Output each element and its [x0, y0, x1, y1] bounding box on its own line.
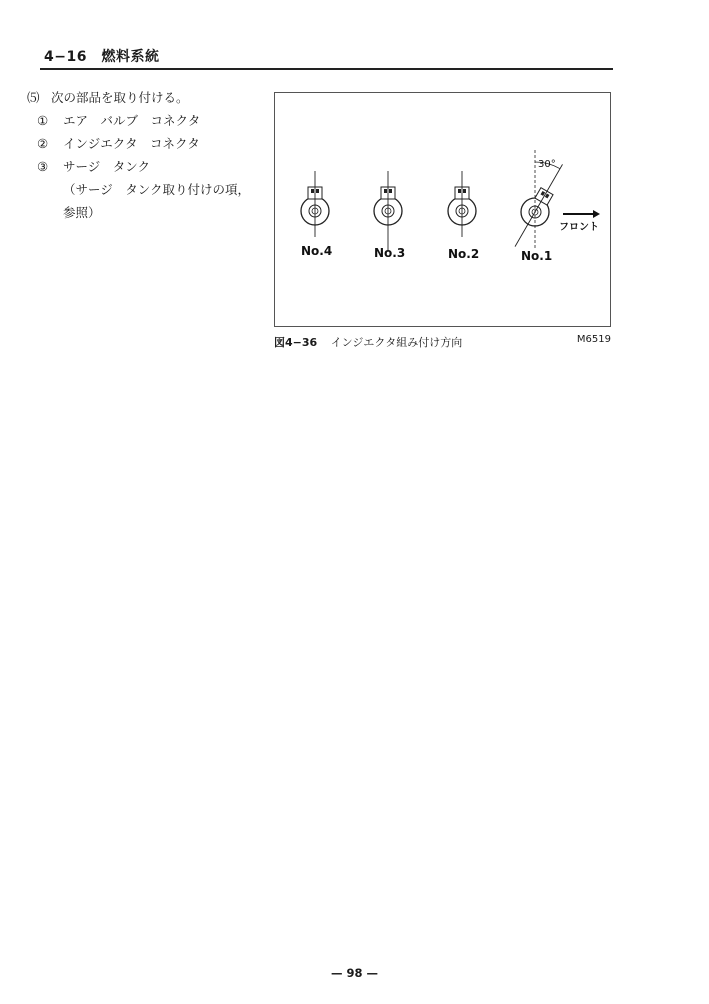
- sub-step-2: [27, 132, 267, 155]
- figure-code: M6519: [576, 334, 611, 345]
- figure-title: インジエクタ組み付け方向: [330, 336, 463, 349]
- sub-step-number: ③: [37, 159, 49, 174]
- step-text: 次の部品を取り付ける。: [51, 90, 189, 105]
- sub-step-text: エア バルブ コネクタ: [63, 113, 201, 128]
- injector-no4: [301, 171, 329, 237]
- front-arrow-icon: [563, 210, 600, 218]
- sub-step-number: ①: [37, 113, 49, 128]
- injector-label-no2: No.2: [448, 247, 480, 261]
- injector-label-no3: No.3: [374, 246, 406, 260]
- reference-note: （サージ タンク取り付けの項，: [63, 182, 251, 197]
- page-number: — 98 —: [330, 966, 378, 980]
- injector-no3: [374, 171, 402, 251]
- figure-caption: [274, 334, 611, 350]
- injector-label-no4: No.4: [301, 244, 333, 258]
- step-number: ⑸: [27, 90, 40, 105]
- section-title: 4−16 燃料系統: [44, 49, 160, 65]
- injector-no2: [448, 171, 476, 237]
- reference-note-cont: 参照）: [63, 205, 101, 220]
- figure-number: 図4−36: [274, 336, 318, 349]
- front-label: フロント: [559, 222, 599, 233]
- procedure-steps: [27, 86, 267, 224]
- sub-step-text: サージ タンク: [63, 159, 151, 174]
- injector-label-no1: No.1: [521, 249, 553, 263]
- injector-figure: [274, 92, 611, 327]
- sub-step-3: [27, 155, 267, 178]
- sub-step-number: ②: [37, 136, 49, 151]
- injector-diagram: [275, 93, 610, 326]
- sub-step-text: インジエクタ コネクタ: [63, 136, 200, 151]
- angle-label: 30°: [538, 159, 556, 170]
- sub-step-1: [27, 109, 267, 132]
- page-header: [40, 44, 613, 70]
- step-5: [27, 86, 267, 109]
